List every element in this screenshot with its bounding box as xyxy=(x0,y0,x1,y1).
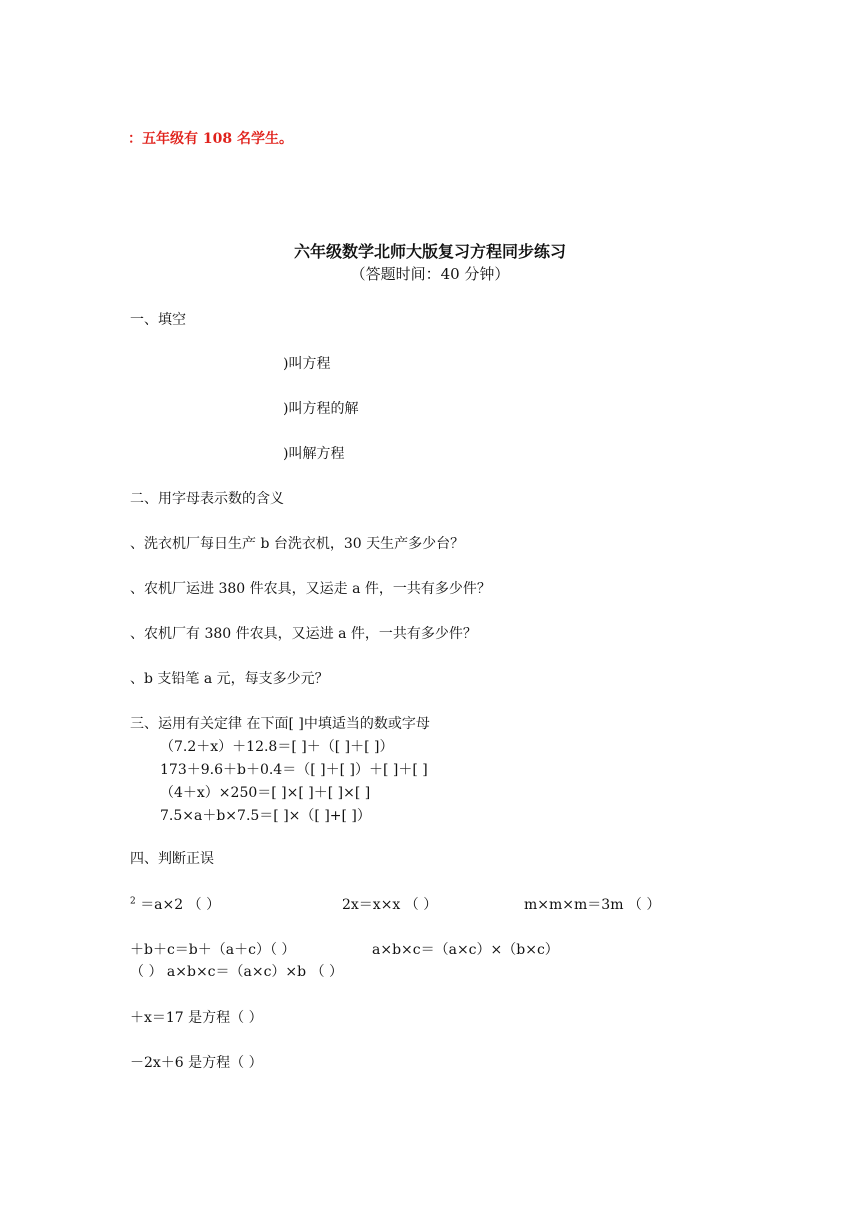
law-item-2: 173＋9.6＋b＋0.4＝（[ ]＋[ ]）＋[ ]＋[ ] xyxy=(160,762,428,778)
judge-row3: （ ） a×b×c＝（a×c）×b （ ） xyxy=(130,964,344,980)
judge-row4: ＋x＝17 是方程（ ） xyxy=(130,1010,263,1026)
superscript-2: 2 xyxy=(130,896,136,907)
section2-heading: 二、用字母表示数的含义 xyxy=(130,491,284,507)
judge-row1-a xyxy=(130,896,220,914)
section4-heading: 四、判断正误 xyxy=(130,851,214,867)
law-item-1: （7.2＋x）＋12.8＝[ ]＋（[ ]＋[ ]） xyxy=(160,739,394,755)
judge-row2-b: a×b×c＝（a×c）×（b×c） xyxy=(372,942,559,958)
section1-heading: 一、填空 xyxy=(130,312,186,328)
judge-row1-a-text: ＝a×2 （ ） xyxy=(140,897,221,913)
judge-row1-b: 2x＝x×x （ ） xyxy=(342,897,438,913)
fill-item-1: )叫方程 xyxy=(283,356,331,372)
law-item-4: 7.5×a＋b×7.5＝[ ]×（[ ]+[ ]） xyxy=(160,808,371,824)
judge-row2-a: ＋b＋c＝b＋（a＋c）（ ） xyxy=(130,942,296,958)
fill-item-3: )叫解方程 xyxy=(283,446,345,462)
letter-item-1: 、洗衣机厂每日生产 b 台洗衣机，30 天生产多少台？ xyxy=(130,536,465,552)
letter-item-3: 、农机厂有 380 件农具，又运进 a 件，一共有多少件？ xyxy=(130,626,477,642)
page-title: 六年级数学北师大版复习方程同步练习 xyxy=(293,242,566,261)
law-item-3: （4＋x）×250＝[ ]×[ ]＋[ ]×[ ] xyxy=(160,785,371,801)
letter-item-2: 、农机厂运进 380 件农具，又运走 a 件，一共有多少件？ xyxy=(130,581,491,597)
section3-heading: 三、运用有关定律 在下面[ ]中填适当的数或字母 xyxy=(130,716,430,732)
note-text: ：五年级有 108 名学生。 xyxy=(128,131,293,147)
letter-item-4: 、b 支铅笔 a 元，每支多少元？ xyxy=(130,671,329,687)
page-subtitle: （答题时间：40 分钟） xyxy=(350,265,510,283)
fill-item-2: )叫方程的解 xyxy=(283,401,359,417)
judge-row1-c: m×m×m＝3m （ ） xyxy=(524,897,661,913)
judge-row5: －2x＋6 是方程（ ） xyxy=(130,1055,263,1071)
